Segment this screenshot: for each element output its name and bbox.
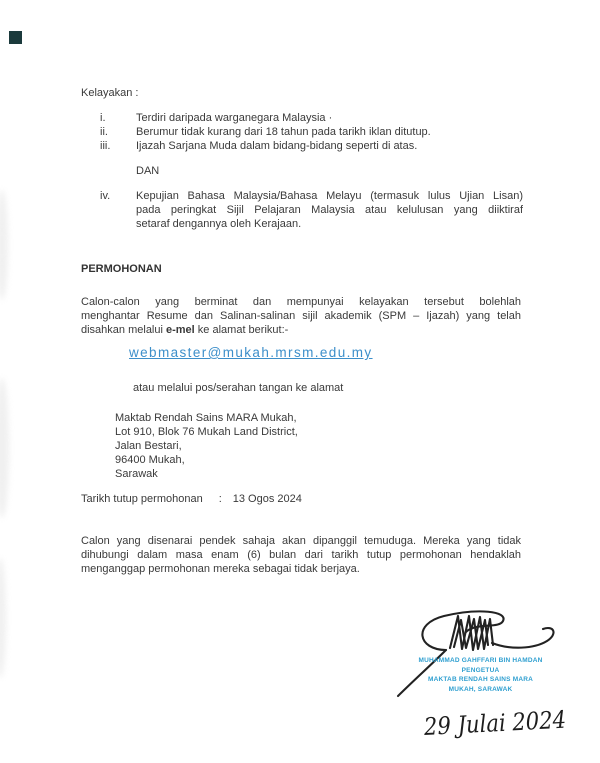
closing-paragraph (81, 534, 521, 576)
scan-smudge (0, 190, 8, 300)
item-iv-line: pada peringkat Sijil Pelajaran Malaysia atau kelulusan yang diiktiraf (136, 204, 523, 216)
scan-smudge (0, 378, 9, 518)
address-block (115, 411, 415, 481)
item-number: i. (100, 112, 106, 124)
deadline-value: 13 Ogos 2024 (232, 493, 302, 505)
intro-line-bold: e-mel (166, 324, 195, 336)
deadline-colon: : (218, 493, 222, 505)
stamp-institution: MAKTAB RENDAH SAINS MARA (427, 676, 534, 684)
qualification-item-iv (136, 189, 523, 231)
item-number-iv: iv. (100, 190, 111, 202)
intro-line-pre: disahkan melalui (81, 324, 166, 336)
item-text: Ijazah Sarjana Muda dalam bidang-bidang seperti di atas. (136, 140, 418, 152)
application-heading: PERMOHONAN (81, 263, 162, 275)
closing-line: menganggap permohonan mereka sebagai tidak berjaya. (81, 563, 360, 575)
stamp-name: MUHAMMAD GAHFFARI BIN HAMDAN (418, 657, 543, 664)
email-link[interactable]: webmaster@mukah.mrsm.edu.my (129, 345, 373, 360)
intro-line-post: ke alamat berikut:- (194, 324, 289, 336)
scan-corner-mark (9, 31, 22, 44)
intro-line: menghantar Resume dan Salinan-salinan sijil akademik (SPM – Ijazah) yang telah (81, 310, 521, 322)
address-line: Lot 910, Blok 76 Mukah Land District, (115, 426, 298, 438)
deadline-line (81, 492, 302, 506)
item-number: ii. (100, 126, 108, 138)
item-iv-line: setaraf dengannya oleh Kerajaan. (136, 218, 302, 230)
qualifications-heading: Kelayakan : (81, 87, 139, 99)
closing-line: dihubungi dalam masa enam (6) bulan dari tarikh tutup permohonan hendaklah (81, 549, 521, 561)
closing-line: Calon yang disenarai pendek sahaja akan dipanggil temuduga. Mereka yang tidak (81, 535, 521, 547)
scan-smudge (0, 558, 6, 678)
qualification-item (81, 139, 541, 153)
conjunction-dan: DAN (136, 165, 160, 177)
item-number: iii. (100, 140, 111, 152)
postal-option-line: atau melalui pos/serahan tangan ke alamat (133, 382, 344, 394)
intro-line (81, 323, 521, 337)
intro-line: Calon-calon yang berminat dan mempunyai kelayakan tersebut bolehlah (81, 296, 521, 308)
qualifications-list (81, 111, 541, 153)
stamp-location: MUKAH, SARAWAK (448, 685, 513, 693)
stamp-position: PENGETUA (461, 666, 500, 674)
address-line: Maktab Rendah Sains MARA Mukah, (115, 412, 297, 424)
handwritten-date: 29 Julai 2024 (423, 705, 567, 741)
address-line: Jalan Bestari, (115, 440, 182, 452)
official-stamp (398, 656, 563, 694)
item-text: Berumur tidak kurang dari 18 tahun pada tarikh iklan ditutup. (136, 126, 431, 138)
application-intro (81, 295, 521, 337)
deadline-label: Tarikh tutup permohonan (81, 493, 203, 505)
item-iv-line: Kepujian Bahasa Malaysia/Bahasa Melayu (termasuk lulus Ujian Lisan) (136, 190, 523, 202)
qualification-item (81, 125, 541, 139)
item-text: Terdiri daripada warganegara Malaysia · (136, 112, 333, 124)
qualification-item (81, 111, 541, 125)
address-line: 96400 Mukah, (115, 454, 185, 466)
address-line: Sarawak (115, 468, 158, 480)
